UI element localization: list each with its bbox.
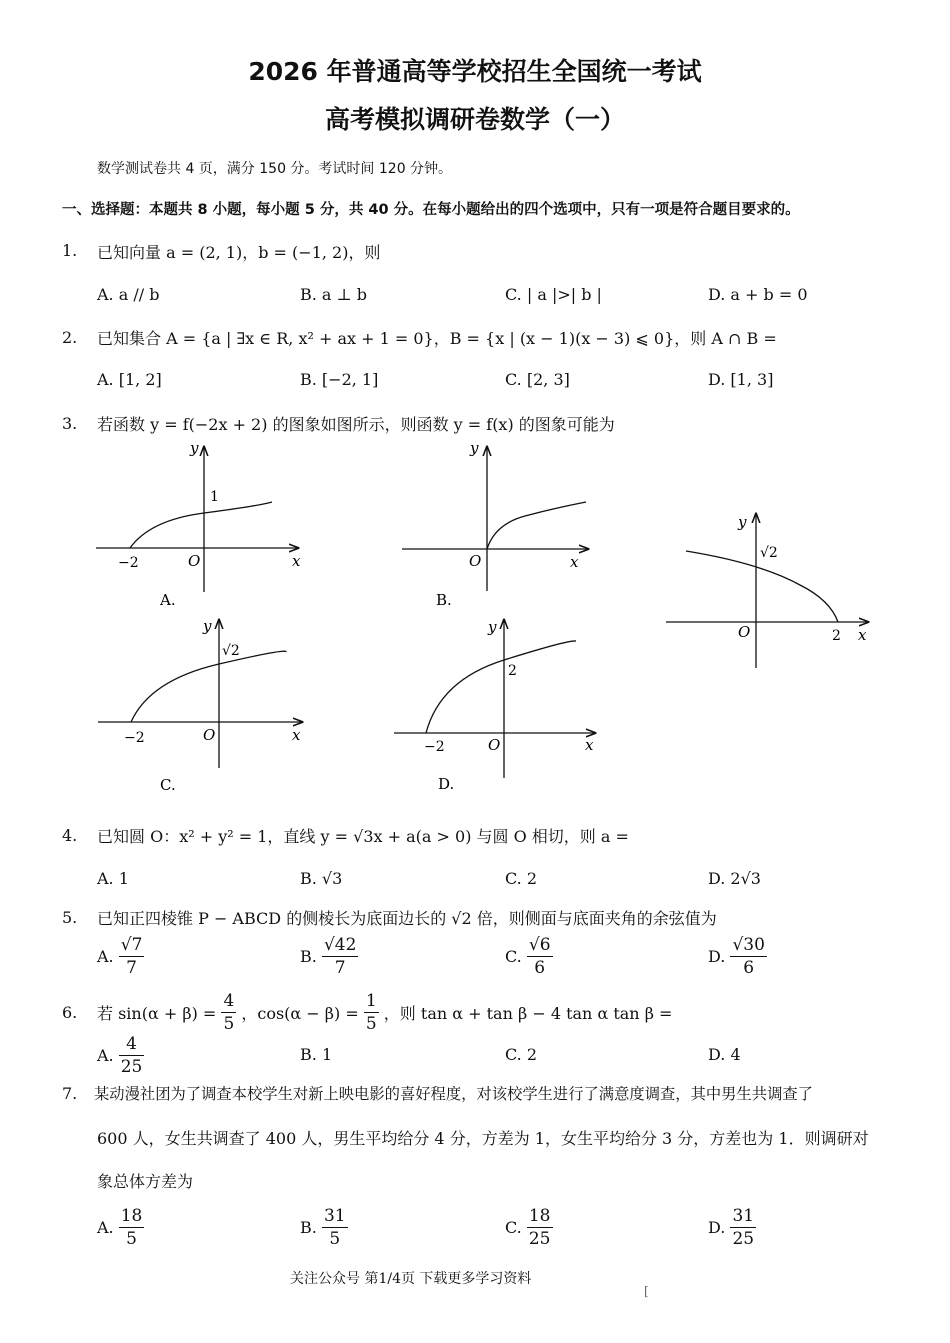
- question-7-option-c: [505, 1205, 553, 1250]
- axis-label-x: x: [292, 726, 301, 744]
- question-5-stem: 已知正四棱锥 P − ABCD 的侧棱长为底面边长的 √2 倍，则侧面与底面夹角的余弦值为: [97, 909, 717, 928]
- option-label: B.: [300, 1218, 317, 1237]
- fraction: $\frac{31}{25}$: [732, 1206, 755, 1249]
- axis-label-x: x: [585, 736, 594, 754]
- question-7-option-d: [708, 1205, 756, 1250]
- question-6-option-b: B. 1: [300, 1045, 333, 1064]
- fraction: $\frac{4}{5}$: [223, 991, 235, 1034]
- tick-label: √2: [760, 545, 778, 561]
- axis-label-x: x: [292, 552, 301, 570]
- question-1-option-a: A. a // b: [97, 285, 160, 304]
- question-7-option-a: [97, 1205, 144, 1250]
- axis-label-y: y: [470, 439, 479, 457]
- question-number: 2.: [62, 328, 78, 347]
- origin-label: O: [188, 552, 201, 570]
- question-1-option-c: C. | a |>| b |: [505, 285, 602, 304]
- graph-label-c: C.: [160, 776, 176, 794]
- option-label: C.: [505, 1045, 522, 1064]
- origin-label: O: [488, 736, 501, 754]
- question-6-stem: 若 sin(α + β) = $\frac{4}{5}$ ，cos(α − β) = $\frac{1}{5}$ ，则 tan α + tan β − 4 tan α tan β =: [97, 991, 673, 1034]
- section-heading: 一、选择题：本题共 8 小题，每小题 5 分，共 40 分。在每小题给出的四个选项中，只有一项是符合题目要求的。: [62, 202, 800, 218]
- axis-label-y: y: [203, 617, 212, 635]
- question-number: 7.: [62, 1084, 78, 1103]
- graph-option-b: [402, 447, 588, 591]
- tick-label: 1: [210, 489, 219, 505]
- question-2-option-d: D. [1, 3]: [708, 370, 774, 389]
- question-4-option-d: D. 2√3: [708, 869, 761, 888]
- question-2-option-c: C. [2, 3]: [505, 370, 570, 389]
- question-7-line-2: 600 人，女生共调查了 400 人，男生平均给分 4 分，方差为 1，女生平均给分 3 分，方差也为 1．则调研对: [97, 1129, 869, 1148]
- option-label: B.: [300, 947, 317, 966]
- page-footer: 关注公众号 第1/4页 下载更多学习资料: [290, 1271, 532, 1287]
- origin-label: O: [203, 726, 216, 744]
- fraction: $\frac{√7}{7}$: [120, 935, 143, 978]
- option-label: C.: [505, 1218, 522, 1237]
- question-7-line-3: 象总体方差为: [97, 1172, 194, 1191]
- option-label: D.: [708, 947, 726, 966]
- question-number: 1.: [62, 241, 78, 260]
- axis-label-y: y: [488, 618, 497, 636]
- option-label: C.: [505, 947, 522, 966]
- option-label: D.: [708, 1218, 726, 1237]
- question-5-option-d: [708, 934, 767, 979]
- reference-graph: [666, 514, 868, 668]
- option-label: D.: [708, 1045, 726, 1064]
- question-number: 4.: [62, 826, 78, 845]
- tick-label: √2: [222, 643, 240, 659]
- exam-subtitle: 高考模拟调研卷数学（一）: [324, 105, 625, 134]
- question-number: 6.: [62, 1003, 78, 1022]
- fraction: $\frac{18}{25}$: [528, 1206, 551, 1249]
- fraction: $\frac{√6}{6}$: [528, 935, 551, 978]
- question-7-option-b: [300, 1205, 348, 1250]
- question-1-stem: 已知向量 a = (2, 1)，b = (−1, 2)，则: [97, 243, 381, 262]
- question-6-option-d: D. 4: [708, 1045, 741, 1064]
- tick-label: 2: [832, 628, 841, 644]
- question-4-option-c: C. 2: [505, 869, 538, 888]
- question-3-stem: 若函数 y = f(−2x + 2) 的图象如图所示，则函数 y = f(x) 的图象可能为: [97, 415, 615, 434]
- fraction: $\frac{31}{5}$: [323, 1206, 346, 1249]
- axis-label-y: y: [190, 439, 199, 457]
- exam-intro: 数学测试卷共 4 页，满分 150 分。考试时间 120 分钟。: [97, 161, 453, 177]
- axis-label-x: x: [858, 626, 867, 644]
- question-2-option-a: A. [1, 2]: [97, 370, 162, 389]
- fraction: $\frac{√42}{7}$: [323, 935, 357, 978]
- fraction: $\frac{1}{5}$: [365, 991, 377, 1034]
- tick-label: −2: [118, 555, 139, 571]
- tick-label: 2: [508, 663, 517, 679]
- graph-label-b: B.: [436, 591, 452, 609]
- option-label: A.: [97, 947, 114, 966]
- question-7-line-1: 某动漫社团为了调查本校学生对新上映电影的喜好程度，对该校学生进行了满意度调查，其中男生共调查了: [94, 1085, 813, 1103]
- origin-label: O: [469, 552, 482, 570]
- question-number: 3.: [62, 414, 78, 433]
- fraction: $\frac{√30}{6}$: [732, 935, 765, 978]
- question-5-option-c: [505, 934, 553, 979]
- question-4-option-a: A. 1: [97, 869, 129, 888]
- tick-label: −2: [124, 730, 145, 746]
- question-2-stem: 已知集合 A = {a | ∃x ∈ R, x² + ax + 1 = 0}，B = {x | (x − 1)(x − 3) ⩽ 0}，则 A ∩ B =: [97, 329, 777, 348]
- question-1-option-d: D. a + b = 0: [708, 285, 808, 304]
- question-2-option-b: B. [−2, 1]: [300, 370, 379, 389]
- option-label: B.: [300, 1045, 317, 1064]
- question-4-option-b: B. √3: [300, 869, 343, 888]
- tick-label: −2: [424, 739, 445, 755]
- axis-label-x: x: [570, 553, 579, 571]
- footer-mark: [: [644, 1284, 649, 1298]
- fraction: $\frac{18}{5}$: [120, 1206, 143, 1249]
- origin-label: O: [738, 623, 751, 641]
- question-5-option-a: [97, 934, 144, 979]
- question-6-option-c: C. 2: [505, 1045, 538, 1064]
- question-number: 5.: [62, 908, 78, 927]
- option-label: A.: [97, 1218, 114, 1237]
- question-1-option-b: B. a ⊥ b: [300, 285, 367, 304]
- option-label: A.: [97, 1046, 114, 1065]
- axis-label-y: y: [738, 513, 747, 531]
- fraction: $\frac{4}{25}$: [120, 1034, 143, 1077]
- graph-label-d: D.: [438, 775, 455, 793]
- graph-label-a: A.: [160, 591, 176, 609]
- question-6-option-a: [97, 1033, 144, 1078]
- question-5-option-b: [300, 934, 358, 979]
- exam-title: 2026 年普通高等学校招生全国统一考试: [248, 57, 702, 86]
- question-4-stem: 已知圆 O：x² + y² = 1，直线 y = √3x + a(a > 0) 与圆 O 相切，则 a =: [97, 827, 629, 846]
